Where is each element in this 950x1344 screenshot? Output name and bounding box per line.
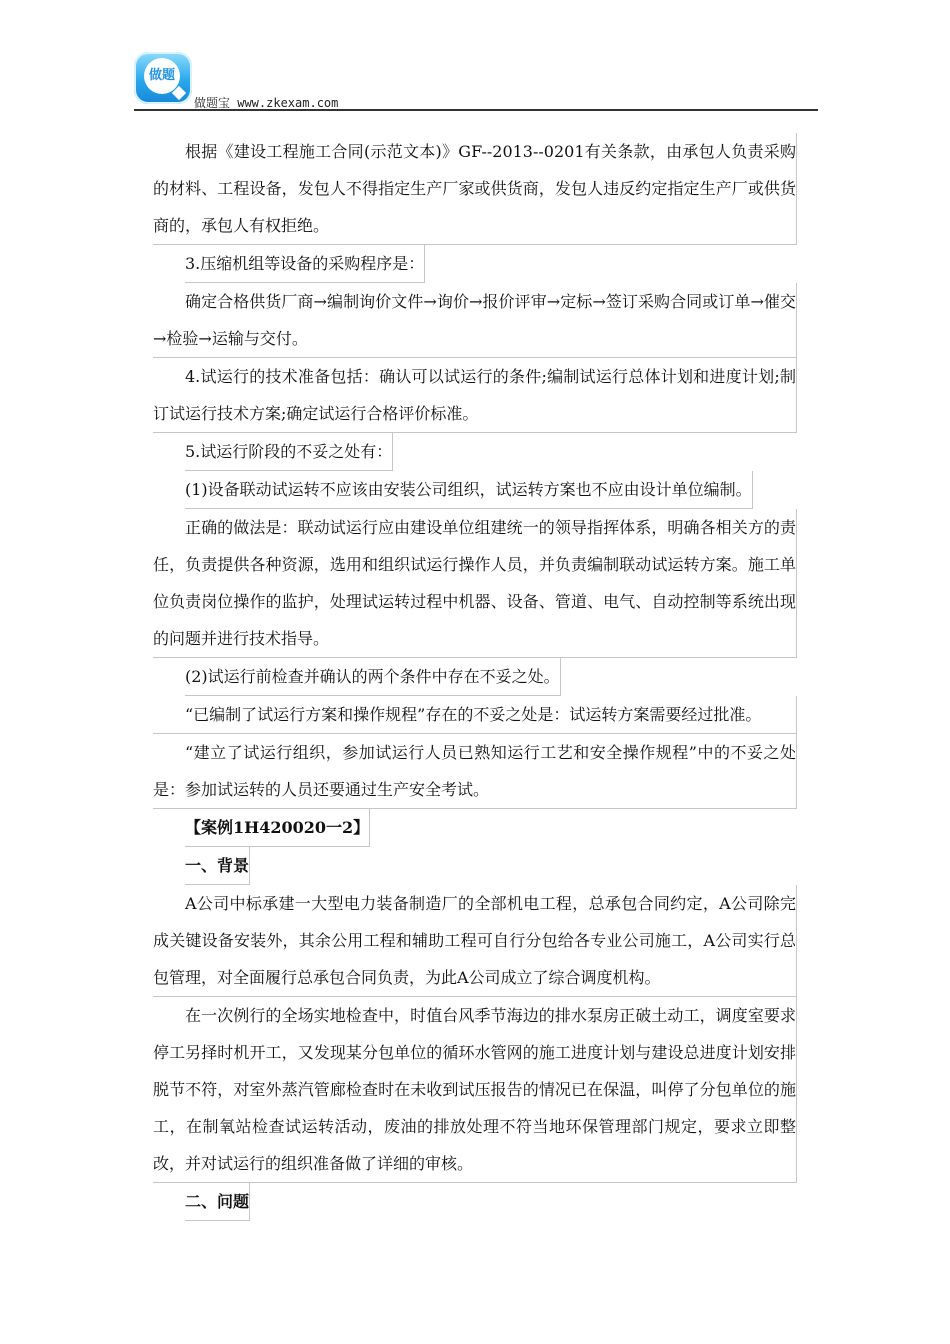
questions-heading-text: 二、问题 xyxy=(185,1183,250,1221)
page-header xyxy=(134,52,818,112)
paragraph-item-4: 4.试运行的技术准备包括：确认可以试运行的条件;编制试运行总体计划和进度计划;制订试运行技术方案;确定试运行合格评价标准。 xyxy=(153,358,797,433)
paragraph-plan-approval: “已编制了试运行方案和操作规程”存在的不妥之处是：试运转方案需要经过批准。 xyxy=(153,696,797,734)
item-5-heading: 5.试运行阶段的不妥之处有： xyxy=(185,433,393,471)
background-heading-text: 一、背景 xyxy=(185,847,250,885)
paragraph-safety-exam: “建立了试运行组织，参加试运行人员已熟知运行工艺和安全操作规程”中的不妥之处是：参加试运转的人员还要通过生产安全考试。 xyxy=(153,734,797,809)
section-questions-heading xyxy=(153,1183,797,1221)
paragraph-background-2: 在一次例行的全场实地检查中，时值台风季节海边的排水泵房正破土动工，调度室要求停工另择时机开工，又发现某分包单位的循环水管网的施工进度计划与建设总进度计划安排脱节不符，对室外蒸汽管廊检查时在未收到试压报告的情况已在保温，叫停了分包单位的施工，在制氧站检查试运转活动，废油的排放处理不符当地环保管理部门规定，要求立即整改，并对试运行的组织准备做了详细的审核。 xyxy=(153,997,797,1183)
paragraph-procurement-steps: 确定合格供货厂商→编制询价文件→询价→报价评审→定标→签订采购合同或订单→催交→检验→运输与交付。 xyxy=(153,283,797,358)
paragraph-item-5 xyxy=(153,433,797,471)
paragraph-contract-clause: 根据《建设工程施工合同(示范文本)》GF--2013--0201有关条款，由承包人负责采购的材料、工程设备，发包人不得指定生产厂家或供货商，发包人违反约定指定生产厂或供货商的，承包人有权拒绝。 xyxy=(153,133,797,245)
logo-badge: 做题 xyxy=(144,58,180,94)
site-name: 做题宝 www.zkexam.com xyxy=(194,96,339,110)
case-title-text: 【案例1H420020一2】 xyxy=(185,809,370,847)
paragraph-point-2 xyxy=(153,658,797,696)
point-2-text: (2)试运行前检查并确认的两个条件中存在不妥之处。 xyxy=(185,658,561,696)
document-body xyxy=(153,133,797,1221)
paragraph-correct-practice: 正确的做法是：联动试运行应由建设单位组建统一的领导指挥体系，明确各相关方的责任，负责提供各种资源，选用和组织试运行操作人员，并负责编制联动试运转方案。施工单位负责岗位操作的监护，处理试运转过程中机器、设备、管道、电气、自动控制等系统出现的问题并进行技术指导。 xyxy=(153,509,797,658)
paragraph-background-1: A公司中标承建一大型电力装备制造厂的全部机电工程，总承包合同约定，A公司除完成关键设备安装外，其余公用工程和辅助工程可自行分包给各专业公司施工，A公司实行总包管理，对全面履行总承包合同负责，为此A公司成立了综合调度机构。 xyxy=(153,885,797,997)
header-divider xyxy=(134,109,818,111)
item-3-heading: 3.压缩机组等设备的采购程序是： xyxy=(185,245,425,283)
zuotibao-logo xyxy=(134,52,192,104)
section-background-heading xyxy=(153,847,797,885)
paragraph-point-1 xyxy=(153,471,797,509)
point-1-text: (1)设备联动试运转不应该由安装公司组织，试运转方案也不应由设计单位编制。 xyxy=(185,471,753,509)
case-title xyxy=(153,809,797,847)
paragraph-item-3 xyxy=(153,245,797,283)
